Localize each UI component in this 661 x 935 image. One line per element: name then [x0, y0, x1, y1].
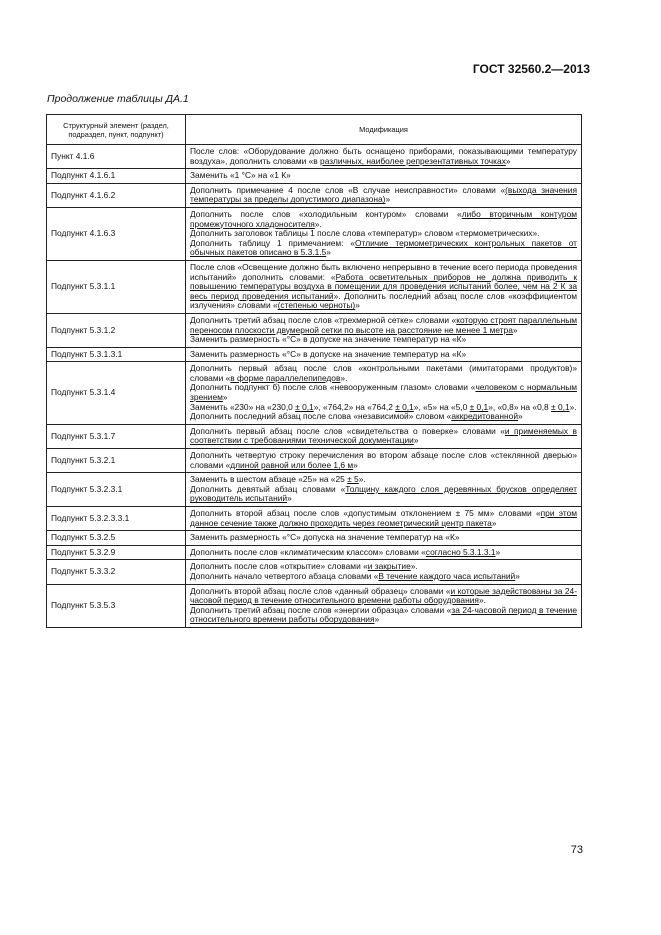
- structural-element-cell: Подпункт 5.3.2.3.3.1: [47, 507, 186, 531]
- modification-cell: Заменить в шестом абзаце «25» на «25 ± 5». Дополнить девятый абзац словами «Толщину каждого слоя деревянных брусков определяет руководитель испытаний»: [186, 473, 582, 507]
- table-row: [47, 169, 582, 184]
- table-row: [47, 313, 582, 347]
- table-row: [47, 362, 582, 425]
- structural-element-cell: Подпункт 5.3.1.1: [47, 260, 186, 313]
- table-row: [47, 207, 582, 260]
- document-code: ГОСТ 32560.2—2013: [472, 62, 590, 76]
- modification-cell: После слов «Освещение должно быть включено непрерывно в течение всего периода проведения испытаний» дополнить словами: «Работа осветительных приборов не должна приводить к повышению температуры воздуха в помещении для проведения испытаний более, чем на 2 К за весь период проведения испытаний». Дополнить последний абзац после слов «коэффициентом излучения» словами «(степенью черноты)»: [186, 260, 582, 313]
- header-modification: Модификация: [186, 115, 582, 145]
- table-row: [47, 545, 582, 560]
- modification-cell: Заменить «1 °C» на «1 К»: [186, 169, 582, 184]
- page-number: 73: [570, 844, 583, 856]
- table-header-row: [47, 115, 582, 145]
- table-row: [47, 560, 582, 584]
- modification-cell: Дополнить после слов «открытие» словами «и закрытие». Дополнить начало четвертого абзаца словами «В течение каждого часа испытаний»: [186, 560, 582, 584]
- structural-element-cell: Подпункт 4.1.6.3: [47, 207, 186, 260]
- table-row: [47, 424, 582, 448]
- table-row: [47, 183, 582, 207]
- modification-cell: Заменить размерность «°C» допуска на значение температур на «К»: [186, 531, 582, 546]
- modification-cell: Заменить размерность «°C» в допуске на значение температур на «К»: [186, 347, 582, 362]
- table-row: [47, 145, 582, 169]
- structural-element-cell: Подпункт 5.3.1.7: [47, 424, 186, 448]
- table-row: [47, 531, 582, 546]
- structural-element-cell: Подпункт 5.3.2.1: [47, 449, 186, 473]
- structural-element-cell: Подпункт 5.3.5.3: [47, 584, 186, 627]
- modification-cell: Дополнить примечание 4 после слов «В случае неисправности» словами «(выхода значения температуры за пределы допустимого диапазона)»: [186, 183, 582, 207]
- modification-cell: Дополнить после слов «климатическим классом» словами «согласно 5.3.1.3.1»: [186, 545, 582, 560]
- modification-cell: Дополнить первый абзац после слов «контрольными пакетами (имитаторами продуктов)» словами «в форме параллелепипедов». Дополнить подпункт б) после слов «невооруженным глазом» словами «человеком с нормальным зрением» Заменить «230» на «230,0 ± 0,1», «764,2» на «764,2 ± 0,1», «5» на «5,0 ± 0,1», «0,8» на «0,8 ± 0,1». Дополнить последний абзац после слова «независимой» словом «аккредитованной»: [186, 362, 582, 425]
- modification-table: [46, 114, 582, 628]
- structural-element-cell: Подпункт 4.1.6.1: [47, 169, 186, 184]
- table-row: [47, 584, 582, 627]
- structural-element-cell: Подпункт 5.3.3.2: [47, 560, 186, 584]
- structural-element-cell: Подпункт 5.3.1.2: [47, 313, 186, 347]
- structural-element-cell: Подпункт 5.3.2.9: [47, 545, 186, 560]
- table-caption: Продолжение таблицы ДА.1: [47, 93, 189, 105]
- table-row: [47, 260, 582, 313]
- structural-element-cell: Пункт 4.1.6: [47, 145, 186, 169]
- modification-cell: Дополнить второй абзац после слов «данный образец» словами «и которые задействованы за 24-часовой период в течение относительного времени работы оборудования». Дополнить третий абзац после слов «энергии образца» словами «за 24-часовой период в течение относительного времени работы оборудования»: [186, 584, 582, 627]
- structural-element-cell: Подпункт 4.1.6.2: [47, 183, 186, 207]
- table-row: [47, 473, 582, 507]
- modification-cell: После слов: «Оборудование должно быть оснащено приборами, показывающими температуру воздуха», дополнить словами «в различных, наиболее репрезентативных точках»: [186, 145, 582, 169]
- structural-element-cell: Подпункт 5.3.1.4: [47, 362, 186, 425]
- modification-cell: Дополнить после слов «холодильным контуром» словами «либо вторичным контуром промежуточного хладоносителя». Дополнить заголовок таблицы 1 после слова «температур» словом «термометрических». Дополнить таблицу 1 примечанием: «Отличие термометрических контрольных пакетов от обычных пакетов описано в 5.3.1.5»: [186, 207, 582, 260]
- structural-element-cell: Подпункт 5.3.2.5: [47, 531, 186, 546]
- structural-element-cell: Подпункт 5.3.2.3.1: [47, 473, 186, 507]
- table-row: [47, 449, 582, 473]
- modification-cell: Дополнить третий абзац после слов «трехмерной сетке» словами «которую строят параллельным переносом плоскости двумерной сетки по высоте на расстояние не менее 1 метра» Заменить размерность «°C» в допуске на значение температур на «К»: [186, 313, 582, 347]
- table-row: [47, 507, 582, 531]
- modification-cell: Дополнить второй абзац после слов «допустимым отклонением ± 75 мм» словами «при этом данное сечение также должно проходить через геометрический центр пакета»: [186, 507, 582, 531]
- structural-element-cell: Подпункт 5.3.1.3.1: [47, 347, 186, 362]
- header-structural-element: Структурный элемент (раздел, подраздел, пункт, подпункт): [47, 115, 186, 145]
- modification-cell: Дополнить первый абзац после слов «свидетельства о поверке» словами «и применяемых в соответствии с требованиями технической документации»: [186, 424, 582, 448]
- modification-cell: Дополнить четвертую строку перечисления во втором абзаце после слов «стеклянной дверью» словами «длиной равной или более 1,6 м»: [186, 449, 582, 473]
- table-row: [47, 347, 582, 362]
